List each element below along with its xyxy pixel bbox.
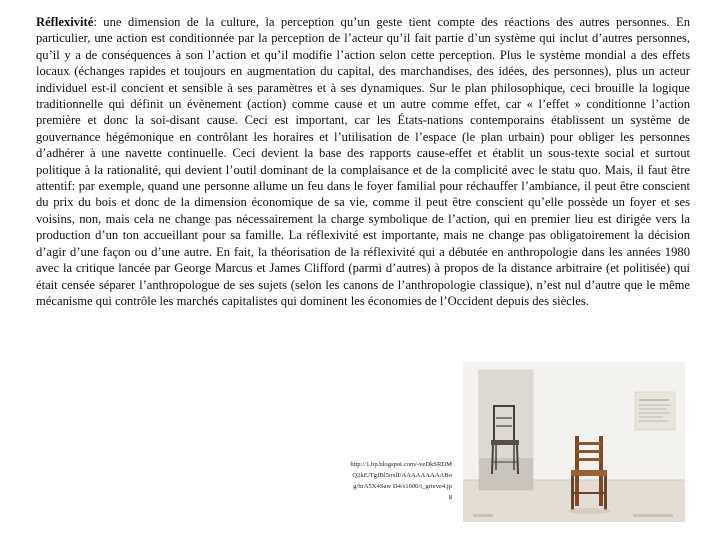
image-source-url: http://1.bp.blogspot.com/-veDkSRDMQ2kE/TgJBl5oxlI/AAAAAAAAABo g/hrA5X4Saw D4/s1600/t_grieve4.jpg [350, 461, 452, 501]
chair-photograph [479, 370, 533, 490]
term-reflexivite: Réflexivité [36, 15, 94, 29]
definition-text: : une dimension de la culture, la perception qu’un geste tient compte des réactions des autres personnes. En particulier, une action est conditionnée par la perception de l’acteur qu’il fait partie d’un système qui inclut d’autres personnes, qu’il y a de conséquences à son l’action et qu’il modifie l’action selon cette perception. Plus le système mondial a des effets locaux (échanges rapides et toujours en augmentation du capital, des marchandises, des idées, des personnes), plus un acteur individuel est-il concient et sensible à ses paramètres et à ses dynamiques. Sur le plan philosophique, ceci brouille la logique traditionnelle qui définit un évènement (action) comme cause et un autre comme effet, car « l’effet » conditionne l’action première et donc la soi-disant cause. Ceci est important, car les États-nations contemporains établissent un système de gouvernance hégémonique en contrôlant les horaires et l’utilisation de l’espace (le plan urbain) pour obliger les personnes d’adhérer à une navette continuelle. Ceci devient la base des rapports cause-effet et établit un sous-texte social et surtout politique à la rationalité, qui devient l’outil dominant de la complaisance et de la complicité avec le statu quo. Mais, il faut être attentif: par exemple, quand une personne allume un feu dans le foyer familial pour réchauffer l’ambiance, il peut être conscient du prix du bois et donc de la dimension économique de sa vie, comme il peut être conscient qu’elle possède un foyer et ses voisins, non, mais cela ne change pas nécessairement la charge symbolique de l’action, qui en premier lieu est dirigée vers la production d’un ton accueillant pour sa famille. La réflexivité est importante, mais ne change pas obligatoirement la décision d’agir d’une façon ou d’une autre. En fait, la théorisation de la réflexivité qui a débutée en anthropologie dans les années 1980 avec la critique lancée par George Marcus et James Clifford (parmi d’autres) à propos de la distance arbitraire (et politisée) qui était censée séparer l’anthropologue de ses sujets (selon les canons de l’anthropologie classique), n’est nul d’autre que le même mécanisme qui contrôle les marchés capitalistes qui dominent les économies de l’Occident depuis des siècles. [36, 15, 690, 308]
artwork-photo-one-and-three-chairs [463, 362, 685, 522]
definition-panel [635, 392, 675, 430]
reflexivite-paragraph [36, 14, 690, 309]
